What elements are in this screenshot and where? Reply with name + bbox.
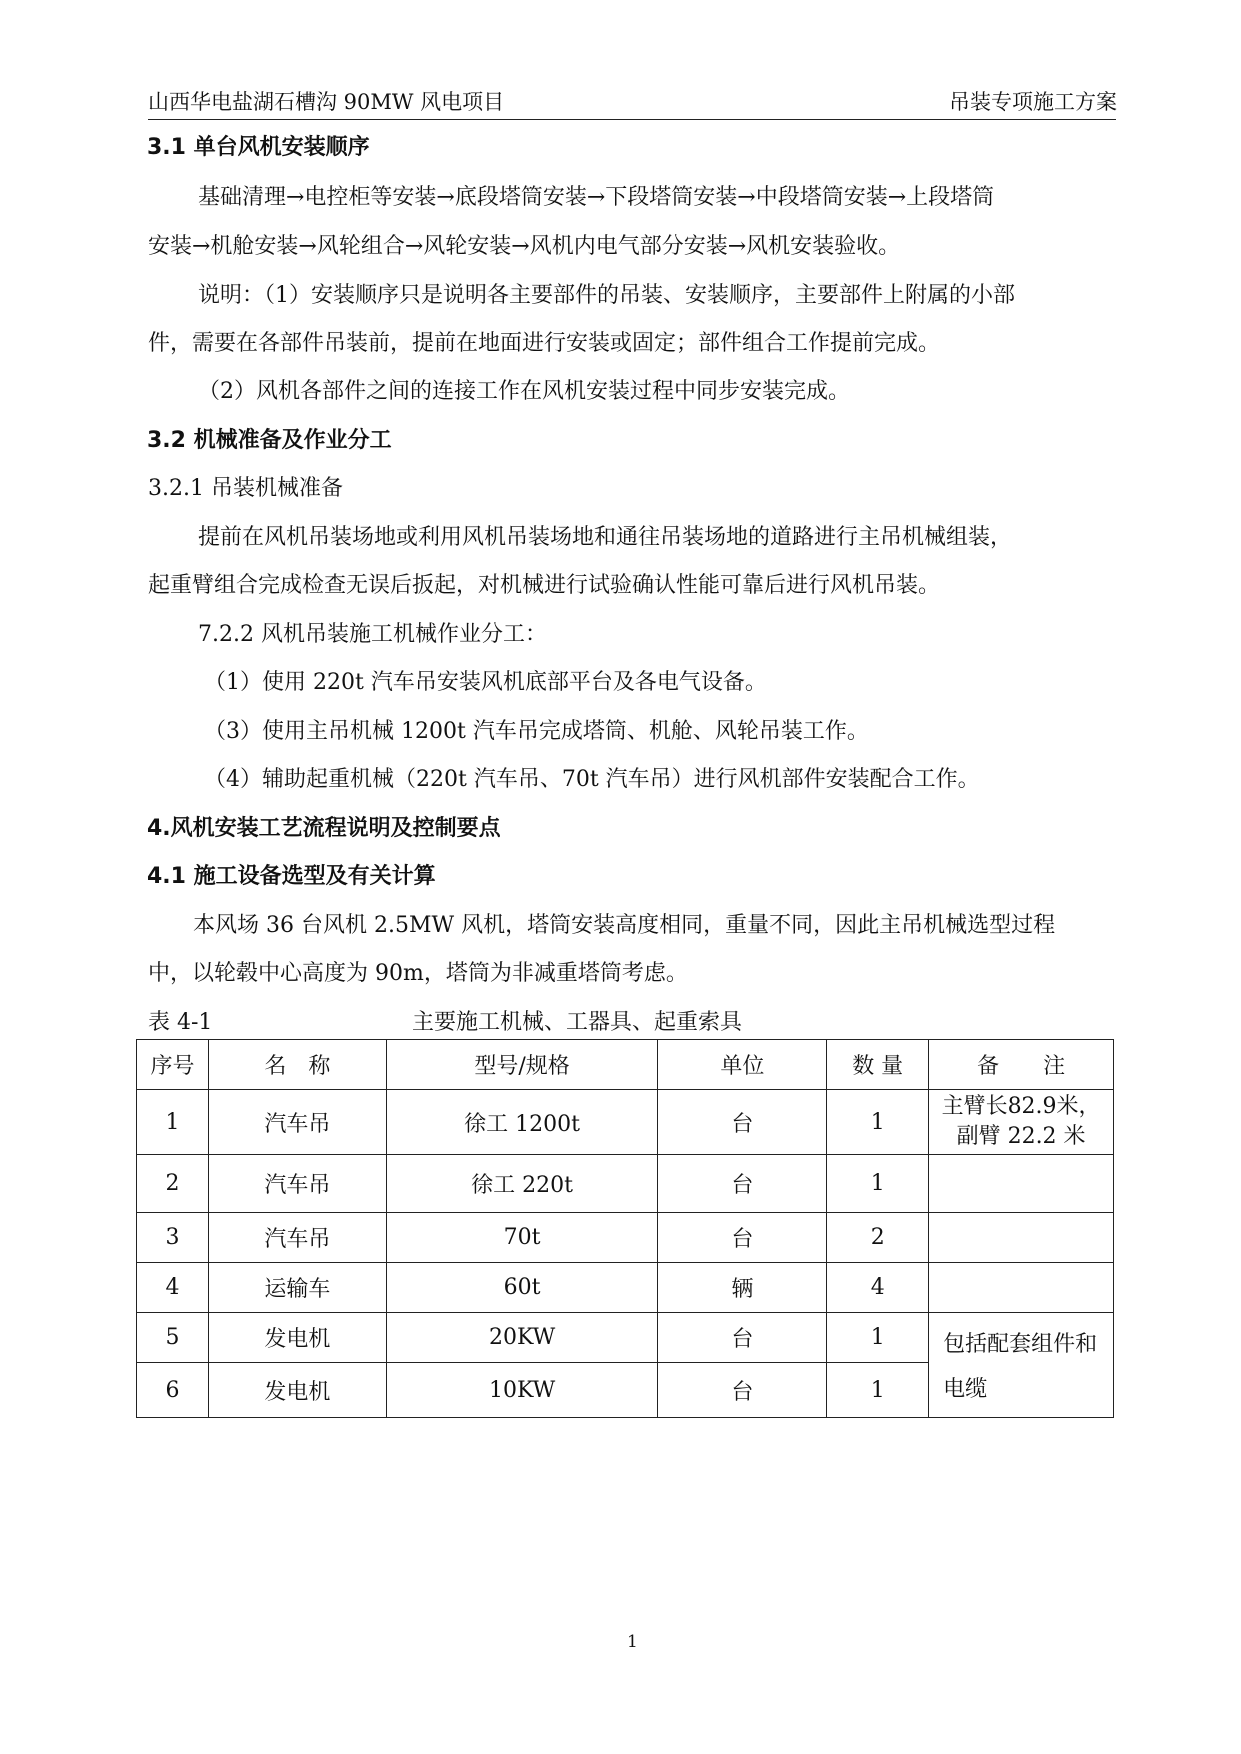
equipment-table: [136, 1039, 1114, 1418]
cell-index: 2: [137, 1155, 209, 1213]
cell-index: 1: [137, 1090, 209, 1155]
cell-index: 3: [137, 1213, 209, 1263]
note-1-line-2: 件，需要在各部件吊装前，提前在地面进行安装或固定；部件组合工作提前完成。: [148, 331, 941, 356]
cell-quantity: 2: [827, 1213, 929, 1263]
section-3-2-heading: 3.2 机械准备及作业分工: [147, 428, 392, 453]
cell-quantity: 1: [827, 1155, 929, 1213]
remark-generator-line-2: 电缆: [943, 1377, 988, 1402]
cell-index: 5: [137, 1313, 209, 1363]
selection-para-line-1: 本风场 36 台风机 2.5MW 风机，塔筒安装高度相同，重量不同，因此主吊机械选型过程: [193, 913, 1056, 938]
cell-unit: 台: [658, 1155, 827, 1213]
cell-name: 发电机: [208, 1363, 386, 1418]
cell-quantity: 1: [827, 1363, 929, 1418]
cell-name: 汽车吊: [208, 1090, 386, 1155]
header-index: 序号: [137, 1040, 209, 1090]
header-name: 名 称: [208, 1040, 386, 1090]
cell-unit: 辆: [658, 1263, 827, 1313]
cell-index: 6: [137, 1363, 209, 1418]
table-row: [137, 1155, 1114, 1213]
cell-name: 发电机: [208, 1313, 386, 1363]
page-number: 1: [627, 1632, 638, 1652]
table-label: 表 4-1: [148, 1010, 213, 1035]
cell-name: 汽车吊: [208, 1213, 386, 1263]
cell-model: 70t: [386, 1213, 658, 1263]
division-item-1: （1）使用 220t 汽车吊安装风机底部平台及各电气设备。: [204, 670, 767, 695]
cell-quantity: 1: [827, 1090, 929, 1155]
cell-model: 10KW: [386, 1363, 658, 1418]
table-row: [137, 1263, 1114, 1313]
table-row: [137, 1313, 1114, 1363]
header-quantity: 数 量: [827, 1040, 929, 1090]
crane-prep-line-1: 提前在风机吊装场地或利用风机吊装场地和通往吊装场地的道路进行主吊机械组装，: [198, 525, 1013, 550]
header-divider: [148, 119, 1116, 120]
cell-unit: 台: [658, 1313, 827, 1363]
table-header-row: [137, 1040, 1114, 1090]
section-7-2-2-heading: 7.2.2 风机吊装施工机械作业分工：: [198, 622, 547, 647]
cell-name: 汽车吊: [208, 1155, 386, 1213]
division-item-4: （4）辅助起重机械（220t 汽车吊、70t 汽车吊）进行风机部件安装配合工作。: [204, 767, 980, 792]
header-remark: 备 注: [929, 1040, 1114, 1090]
cell-quantity: 1: [827, 1313, 929, 1363]
section-3-2-1-heading: 3.2.1 吊装机械准备: [148, 476, 343, 501]
remark-boom-main: 主臂长82.9米，: [941, 1094, 1101, 1119]
header-project-name: 山西华电盐湖石槽沟 90MW 风电项目: [148, 90, 505, 114]
cell-model: 20KW: [386, 1313, 658, 1363]
section-4-1-heading: 4.1 施工设备选型及有关计算: [147, 864, 436, 889]
cell-unit: 台: [658, 1213, 827, 1263]
section-3-1-heading: 3.1 单台风机安装顺序: [147, 135, 370, 160]
cell-model: 徐工 220t: [386, 1155, 658, 1213]
division-item-3: （3）使用主吊机械 1200t 汽车吊完成塔筒、机舱、风轮吊装工作。: [204, 719, 869, 744]
remark-boom-aux: 副臂 22.2 米: [956, 1124, 1086, 1149]
section-4-heading: 4.风机安装工艺流程说明及控制要点: [147, 816, 501, 841]
cell-model: 60t: [386, 1263, 658, 1313]
note-2: （2）风机各部件之间的连接工作在风机安装过程中同步安装完成。: [198, 379, 850, 404]
header-model: 型号/规格: [386, 1040, 658, 1090]
cell-remark: [929, 1263, 1114, 1313]
cell-index: 4: [137, 1263, 209, 1313]
crane-prep-line-2: 起重臂组合完成检查无误后扳起，对机械进行试验确认性能可靠后进行风机吊装。: [148, 573, 941, 598]
table-caption: 主要施工机械、工器具、起重索具: [412, 1010, 743, 1035]
cell-name: 运输车: [208, 1263, 386, 1313]
header-unit: 单位: [658, 1040, 827, 1090]
cell-remark: [929, 1213, 1114, 1263]
header-document-title: 吊装专项施工方案: [949, 90, 1117, 114]
cell-unit: 台: [658, 1090, 827, 1155]
cell-unit: 台: [658, 1363, 827, 1418]
sequence-line-2: 安装→机舱安装→风轮组合→风轮安装→风机内电气部分安装→风机安装验收。: [148, 234, 901, 259]
table-row: [137, 1213, 1114, 1263]
cell-model: 徐工 1200t: [386, 1090, 658, 1155]
cell-remark: [929, 1090, 1114, 1155]
cell-remark: [929, 1155, 1114, 1213]
note-1-line-1: 说明：（1）安装顺序只是说明各主要部件的吊装、安装顺序，主要部件上附属的小部: [198, 283, 1015, 308]
sequence-line-1: 基础清理→电控柜等安装→底段塔筒安装→下段塔筒安装→中段塔筒安装→上段塔筒: [198, 185, 995, 210]
table-row: [137, 1090, 1114, 1155]
cell-quantity: 4: [827, 1263, 929, 1313]
cell-remark: [929, 1313, 1114, 1418]
selection-para-line-2: 中，以轮毂中心高度为 90m，塔筒为非减重塔筒考虑。: [148, 961, 688, 986]
remark-generator-line-1: 包括配套组件和: [943, 1332, 1098, 1357]
